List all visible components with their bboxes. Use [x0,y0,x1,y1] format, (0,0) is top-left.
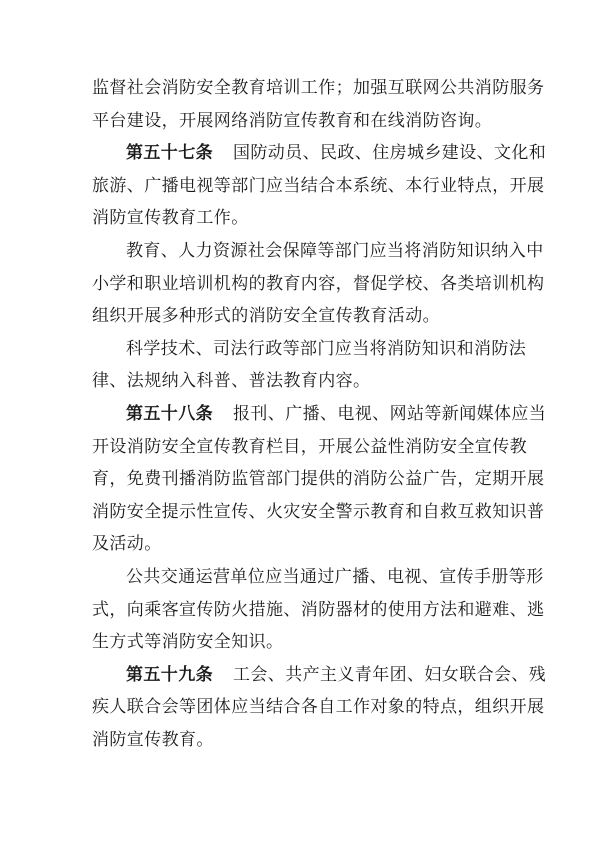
text-line: 组织开展多种形式的消防安全宣传教育活动。 [92,306,440,327]
article-number: 第五十八条 [126,403,213,424]
article-number: 第五十九条 [126,664,213,685]
text-line: 小学和职业培训机构的教育内容，督促学校、各类培训机构 [92,273,545,294]
article-text: 国防动员、民政、住房城乡建设、文化和 [233,143,547,164]
article-text: 工会、共产主义青年团、妇女联合会、残 [233,664,547,685]
text-line: 监督社会消防安全教育培训工作；加强互联网公共消防服务 [92,78,545,98]
text-line: 开设消防安全宣传教育栏目，开展公益性消防安全宣传教 [92,436,527,457]
text-line: 生方式等消防安全知识。 [92,632,284,653]
article-58-heading-line [92,398,547,431]
text-line: 及活动。 [92,534,162,555]
text-line: 育，免费刊播消防监管部门提供的消防公益广告，定期开展 [92,469,545,490]
paragraph-first-line: 教育、人力资源社会保障等部门应当将消防知识纳入中 [126,240,544,261]
text-line: 式，向乘客宣传防火措施、消防器材的使用方法和避难、逃 [92,599,545,620]
text-line: 旅游、广播电视等部门应当结合本系统、本行业特点，开展 [92,175,545,196]
article-59-heading-line [92,659,547,692]
article-57-heading-line [92,137,547,170]
text-line: 消防宣传教育。 [92,729,214,750]
text-line: 疾人联合会等团体应当结合各自工作对象的特点，组织开展 [92,697,545,718]
regulation-text [92,72,547,756]
text-line: 律、法规纳入科普、普法教育内容。 [92,371,371,392]
text-line: 消防安全提示性宣传、火灾安全警示教育和自救互救知识普 [92,501,545,522]
paragraph-first-line: 科学技术、司法行政等部门应当将消防知识和消防法 [126,338,527,359]
text-line: 消防宣传教育工作。 [92,208,249,229]
text-line: 平台建设，开展网络消防宣传教育和在线消防咨询。 [92,110,493,131]
article-number: 第五十七条 [126,143,213,164]
article-text: 报刊、广播、电视、网站等新闻媒体应当 [233,403,547,424]
paragraph-first-line: 公共交通运营单位应当通过广播、电视、宣传手册等形 [126,566,544,587]
